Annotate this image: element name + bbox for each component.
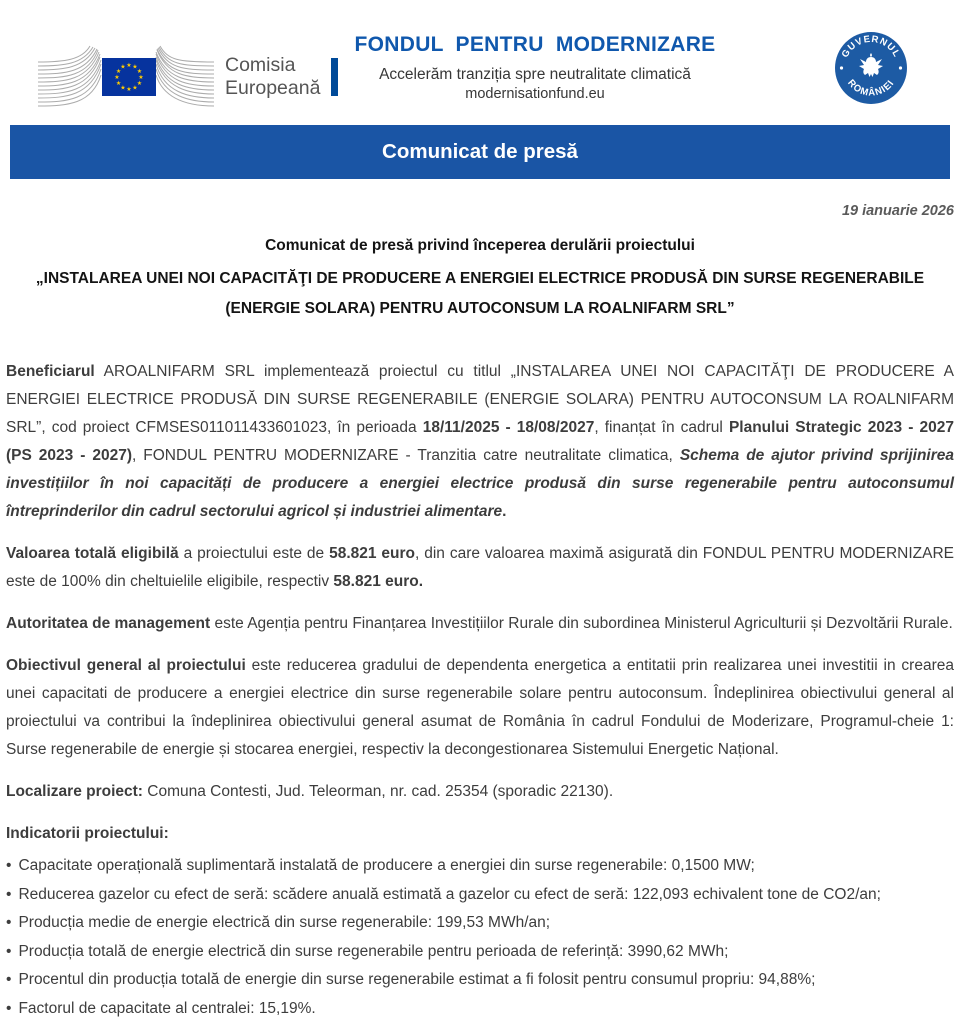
paragraph-authority: [6, 610, 954, 638]
svg-text:★: ★: [132, 85, 138, 92]
objective-label: Obiectivul general al proiectului: [6, 657, 246, 674]
p1-period-mark: .: [502, 503, 507, 520]
indicator-text: Factorul de capacitate al centralei: 15,19%.: [18, 999, 316, 1017]
bullet-icon: •: [6, 999, 12, 1017]
paragraph-value: [6, 540, 954, 596]
indicator-item: [6, 881, 954, 910]
location-label: Localizare proiect:: [6, 783, 143, 800]
svg-text:★: ★: [120, 85, 126, 92]
p1-text-2: , FONDUL PENTRU MODERNIZARE - Tranzitia catre neutralitate climatica,: [132, 447, 680, 464]
authority-text: este Agenția pentru Finanțarea Investițiilor Rurale din subordinea Ministerul Agriculturii și Dezvoltării Rurale.: [210, 615, 953, 632]
ec-logo: [38, 42, 338, 112]
svg-text:★: ★: [126, 63, 132, 69]
aid-scheme: Schema de ajutor privind sprijinirea investițiilor în noi capacități de producere a energiei electrice produsă din surse regenerabile pentru autoconsumul întreprinderilor din cadrul sectorului agricol și industriei alimentare: [6, 447, 954, 520]
ec-logo-line1: Comisia: [225, 54, 296, 76]
svg-text:★: ★: [126, 87, 132, 93]
svg-text:★: ★: [115, 81, 122, 87]
gov-seal-top-text: GUVERNUL: [839, 33, 903, 60]
paragraph-beneficiary: [6, 358, 954, 526]
header: [0, 0, 960, 125]
fund-header: [330, 0, 740, 102]
indicator-text: Capacitate operațională suplimentară instalată de producere a energiei din surse regenerabile: 0,1500 MW;: [18, 857, 755, 874]
svg-text:★: ★: [136, 69, 143, 75]
total-value-amount: 58.821 euro: [329, 545, 415, 562]
bullet-icon: •: [6, 971, 12, 988]
svg-text:★: ★: [115, 69, 122, 75]
svg-text:★: ★: [136, 81, 143, 87]
title-line-1: Comunicat de presă privind începerea derulării proiectului: [265, 237, 695, 254]
svg-text:★: ★: [114, 75, 120, 81]
paragraph-location: [6, 778, 954, 806]
bullet-icon: •: [6, 914, 12, 931]
indicator-item: [6, 938, 954, 967]
document-title: [18, 237, 942, 324]
indicator-item: [6, 852, 954, 881]
bullet-icon: •: [6, 857, 12, 874]
svg-text:★: ★: [120, 64, 126, 71]
ec-logo-text: [225, 54, 320, 100]
gov-seal-bottom-text: ROMÂNIEI: [845, 77, 897, 99]
total-value-label: Valoarea totală eligibilă: [6, 545, 179, 562]
bullet-icon: •: [6, 942, 12, 960]
paragraph-objective: [6, 652, 954, 764]
ec-logo-line2: Europeană: [225, 77, 321, 99]
bullet-icon: •: [6, 885, 12, 903]
indicator-item: [6, 966, 954, 995]
indicator-text: Reducerea gazelor cu efect de seră: scădere anuală estimată a gazelor cu efect de seră: 122,093 echivalent tone de CO2/an;: [18, 885, 881, 903]
svg-text:★: ★: [138, 75, 144, 81]
project-period: 18/11/2025 - 18/08/2027: [422, 419, 595, 436]
p2-text: a proiectului este de: [178, 545, 330, 562]
document-body: [0, 358, 960, 1023]
fund-subtitle: Accelerăm tranziția spre neutralitate climatică: [379, 66, 691, 83]
p2-text-2: , din care valoarea maximă asigurată din FONDUL PENTRU MODERNIZARE este de 100% din cheltuielile eligibile, respectiv: [6, 545, 954, 590]
indicator-item: [6, 909, 954, 938]
authority-label: Autoritatea de management: [6, 615, 211, 632]
gov-romania-seal-icon: [835, 32, 907, 109]
date: 19 ianuarie 2026: [841, 203, 954, 219]
beneficiary-text: AROALNIFARM SRL implementează proiectul cu titlul „INSTALAREA UNEI NOI CAPACITĂŢI DE PRODUCERE A ENERGIEI ELECTRICE PRODUSĂ DIN SURSE REGENERABILE (ENERGIE SOLARA) PENTRU AUTOCONSUM LA ROALNIFARM SRL”, cod proiect CFMSES011011433601023, în perioada: [6, 363, 954, 436]
press-release-banner: [10, 125, 950, 179]
indicator-text: Producția totală de energie electrică din surse regenerabile pentru perioada de referință: 3990,62 MWh;: [18, 942, 729, 960]
fund-website: modernisationfund.eu: [465, 86, 605, 102]
indicator-text: Producția medie de energie electrică din surse regenerabile: 199,53 MWh/an;: [18, 914, 551, 931]
location-text: Comuna Contesti, Jud. Teleorman, nr. cad. 25354 (sporadic 22130).: [142, 783, 614, 800]
p1-text: , finanțat în cadrul: [594, 419, 729, 436]
eu-flag-icon: [38, 42, 216, 112]
max-value-amount: 58.821 euro.: [333, 573, 424, 590]
beneficiary-label: Beneficiarul: [6, 363, 95, 380]
indicator-item: [6, 995, 954, 1024]
indicators-heading: Indicatorii proiectului:: [6, 825, 169, 842]
title-line-2: „INSTALAREA UNEI NOI CAPACITĂŢI DE PRODUCERE A ENERGIEI ELECTRICE PRODUSĂ DIN SURSE REGENERABILE (ENERGIE SOLARA) PENTRU AUTOCONSUM LA ROALNIFARM SRL”: [35, 270, 925, 317]
strategic-plan: Planului Strategic 2023 - 2027 (PS 2023 - 2027): [6, 419, 954, 464]
svg-text:★: ★: [132, 64, 138, 71]
fund-title: FONDUL PENTRU MODERNIZARE: [354, 33, 716, 56]
banner-label: Comunicat de presă: [382, 140, 578, 163]
objective-text: este reducerea gradului de dependenta energetica a entitatii prin realizarea unei investitii in crearea unei capacitati de producere a energiei electrice din surse regenerabile solare pentru autoconsum. Îndeplinirea obiectivului general al proiectului va contribui la îndeplinirea obiectivului general asumat de România în cadrul Fondului de Moderizare, Programul-cheie 1: Surse regenerabile de energie și stocarea energiei, respectiv la decongestionarea Sistemului Energetic Național.: [6, 657, 954, 758]
indicator-text: Procentul din producția totală de energie din surse regenerabile estimat a fi folosit pentru consumul propriu: 94,88%;: [18, 971, 816, 988]
